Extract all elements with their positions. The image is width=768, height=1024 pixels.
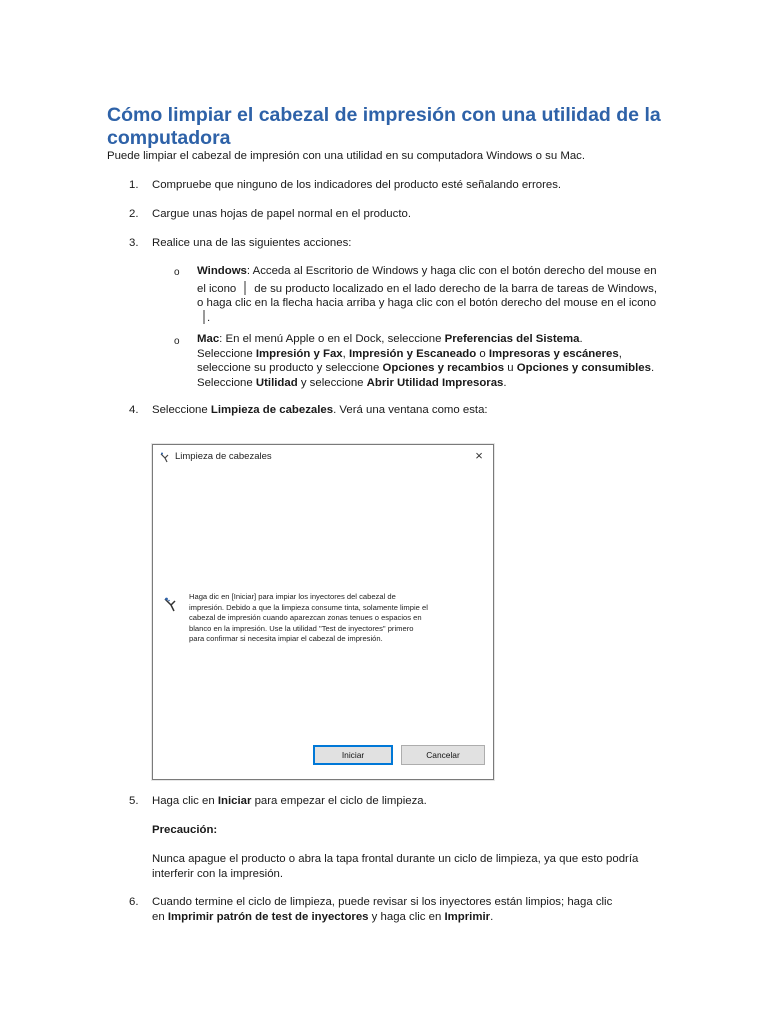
- step-number: 6.: [129, 896, 139, 908]
- close-icon[interactable]: ×: [475, 448, 483, 463]
- step-number: 3.: [129, 237, 139, 249]
- bullet-marker: o: [174, 267, 180, 278]
- dialog-message: Haga dic en [Iniciar] para impiar los inyectores del cabezal de impresión. Debido a que la limpieza consume tinta, solamente limpie el cabezal de impresión cuando aparezcan zonas tenues o espacios en blanco en la impresión. Use la utilidad "Test de inyectores" primero para confirmar si necesita impiar el cabezal de impresión.: [189, 592, 428, 644]
- step-text: Realice una de las siguientes acciones:: [152, 237, 352, 249]
- caution-text: Nunca apague el producto o abra la tapa frontal durante un ciclo de limpieza, ya que esto podría interferir con la impresión.: [152, 853, 639, 880]
- printer-tray-icon: [203, 310, 205, 324]
- step-number: 4.: [129, 404, 139, 416]
- head-cleaning-dialog: [152, 444, 494, 780]
- bullet-marker: o: [174, 336, 180, 347]
- mac-label: Mac: [197, 333, 220, 345]
- step-text: Seleccione Limpieza de cabezales. Verá una ventana como esta:: [152, 404, 488, 416]
- page-title: Cómo limpiar el cabezal de impresión con una utilidad de la computadora: [107, 104, 661, 149]
- dialog-titlebar: [153, 445, 493, 469]
- step-text: Cuando termine el ciclo de limpieza, puede revisar si los inyectores están limpios; haga clic en Imprimir patrón de test de inyectores y haga clic en Imprimir.: [152, 896, 613, 923]
- step-number: 5.: [129, 795, 139, 807]
- nozzle-cleaning-icon: [159, 451, 171, 463]
- dialog-title: Limpieza de cabezales: [175, 451, 272, 462]
- windows-label: Windows: [197, 265, 247, 277]
- start-button[interactable]: Iniciar: [313, 745, 393, 765]
- cancel-button[interactable]: Cancelar: [401, 745, 485, 765]
- printer-tray-icon: [244, 281, 246, 295]
- step-number: 1.: [129, 179, 139, 191]
- intro-text: Puede limpiar el cabezal de impresión con una utilidad en su computadora Windows o su Mac.: [107, 150, 586, 162]
- step-text: Compruebe que ninguno de los indicadores del producto esté señalando errores.: [152, 179, 562, 191]
- nozzle-cleaning-icon: [163, 596, 179, 612]
- caution-heading: Precaución:: [152, 824, 218, 836]
- step-number: 2.: [129, 208, 139, 220]
- mac-instructions: Mac: En el menú Apple o en el Dock, seleccione Preferencias del Sistema. Seleccione Impresión y Fax, Impresión y Escaneado o Impresoras y escáneres, seleccione su producto y seleccione Opciones y recambios u Opciones y consumibles. Seleccione Utilidad y seleccione Abrir Utilidad Impresoras.: [197, 333, 655, 389]
- windows-instructions: Windows: Acceda al Escritorio de Windows y haga clic con el botón derecho del mouse en el icono de su producto localizado en el lado derecho de la barra de tareas de Windows, o haga clic en la flecha hacia arriba y haga clic con el botón derecho del mouse en el icono .: [197, 265, 657, 324]
- step-text: Cargue unas hojas de papel normal en el producto.: [152, 208, 411, 220]
- step-text: Haga clic en Iniciar para empezar el ciclo de limpieza.: [152, 795, 427, 807]
